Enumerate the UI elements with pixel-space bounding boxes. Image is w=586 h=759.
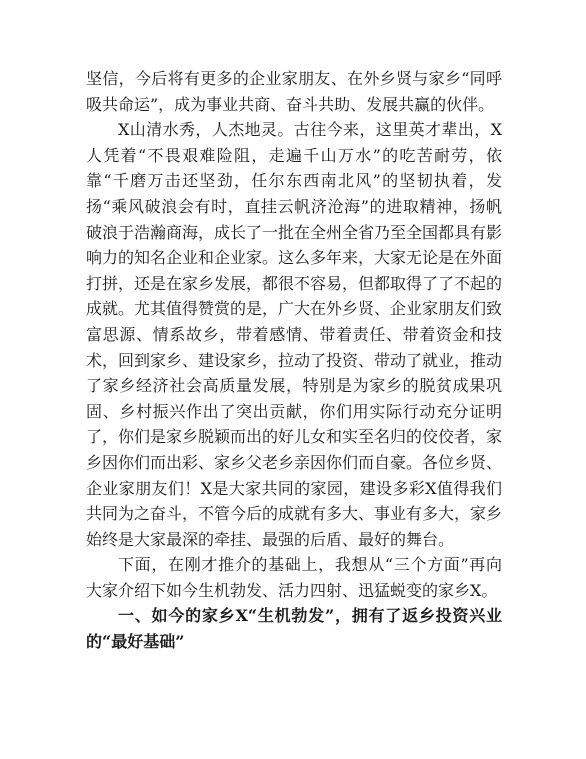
- body-text: [86, 66, 502, 655]
- section-heading-one: 一、如今的家乡X“生机勃发”，拥有了返乡投资兴业的“最好基础”: [86, 606, 502, 652]
- paragraph-continuation: 坚信，今后将有更多的企业家朋友、在外乡贤与家乡“同呼吸共命运”，成为事业共商、奋斗共助、发展共赢的伙伴。: [86, 69, 502, 114]
- paragraph-hometown-praise: X山清水秀，人杰地灵。古往今来，这里英才辈出，X人凭着“不畏艰难险阻，走遍千山万水”的吃苦耐劳，依靠“千磨万击还坚劲，任尔东西南北风”的坚韧执着，发扬“乘风破浪会有时，直挂云帆济沧海”的进取精神，扬帆破浪于浩瀚商海，成长了一批在全州全省乃至全国都具有影响力的知名企业和企业家。这么多年来，大家无论是在外面打拼，还是在家乡发展，都很不容易，但都取得了了不起的成就。尤其值得赞赏的是，广大在外乡贤、企业家朋友们致富思源、情系故乡，带着感情、带着责任、带着资金和技术，回到家乡、建设家乡，拉动了投资、带动了就业，推动了家乡经济社会高质量发展，特别是为家乡的脱贫成果巩固、乡村振兴作出了突出贡献，你们用实际行动充分证明了，你们是家乡脱颖而出的好儿女和实至名归的佼佼者，家乡因你们而出彩、家乡父老乡亲因你们而自豪。各位乡贤、企业家朋友们！X是大家共同的家园，建设多彩X值得我们共同为之奋斗，不管今后的成就有多大、事业有多大，家乡始终是大家最深的牵挂、最强的后盾、最好的舞台。: [86, 120, 503, 549]
- paragraph-introduction: 下面，在刚才推介的基础上，我想从“三个方面”再向大家介绍下如今生机勃发、活力四射、迅猛蜕变的家乡X。: [86, 555, 502, 600]
